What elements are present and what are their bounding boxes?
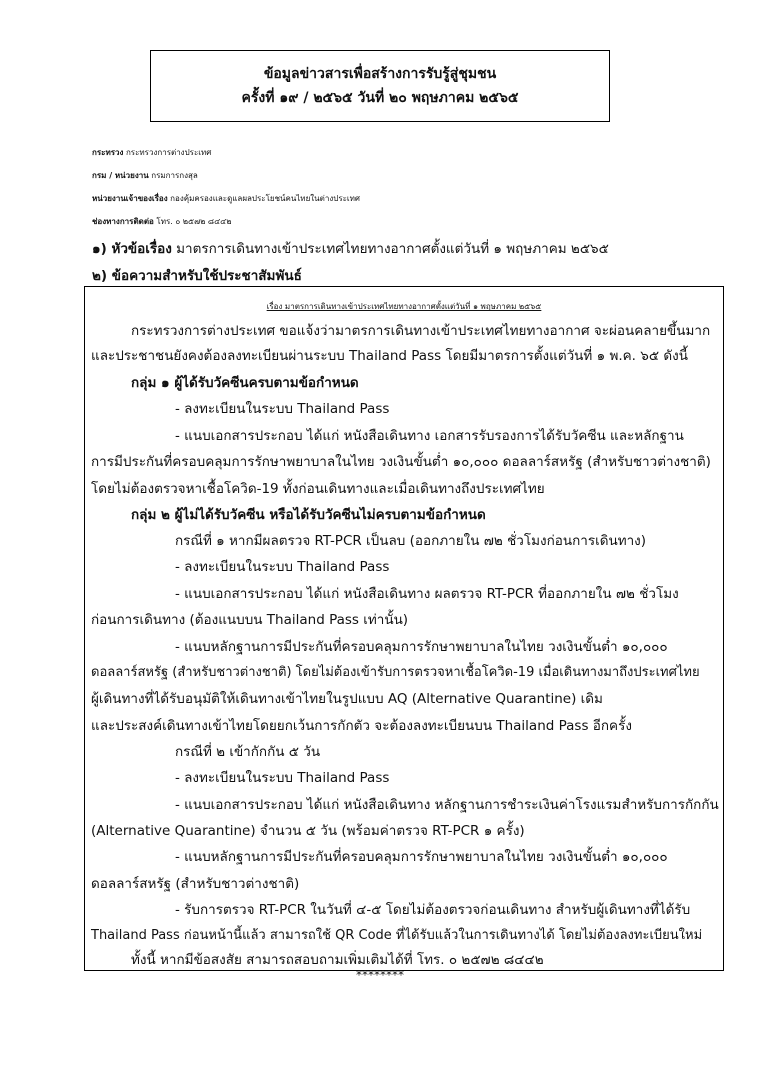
department-label: กรม / หน่วยงาน [92, 171, 149, 180]
case-1-docs-line-1: - แนบเอกสารประกอบ ได้แก่ หนังสือเดินทาง ผลตรวจ RT-PCR ที่ออกภายใน ๗๒ ชั่วโมง [175, 586, 679, 602]
case-1-title: กรณีที่ ๑ หากมีผลตรวจ RT-PCR เป็นลบ (ออกภายใน ๗๒ ชั่วโมงก่อนการเดินทาง) [175, 533, 647, 549]
owner-value: กองคุ้มครองและดูแลผลประโยชน์คนไทยในต่างประเทศ [170, 194, 360, 203]
group-2-title: กลุ่ม ๒ ผู้ไม่ได้รับวัคซีน หรือได้รับวัคซีนไม่ครบตามข้อกำหนด [131, 507, 486, 523]
case-1-insurance-line-4: และประสงค์เดินทางเข้าไทยโดยยกเว้นการกักตัว จะต้องลงทะเบียนบน Thailand Pass อีกครั้ง [91, 718, 632, 734]
group-1-title: กลุ่ม ๑ ผู้ได้รับวัคซีนครบตามข้อกำหนด [131, 375, 359, 391]
end-mark: ******** [356, 968, 404, 982]
case-1-docs-line-2: ก่อนการเดินทาง (ต้องแนบบน Thailand Pass เท่านั้น) [91, 612, 409, 628]
pr-heading: ๒) ข้อความสำหรับใช้ประชาสัมพันธ์ [92, 268, 302, 284]
topic-value: มาตรการเดินทางเข้าประเทศไทยทางอากาศตั้งแต่วันที่ ๑ พฤษภาคม ๒๕๖๕ [176, 241, 609, 257]
department-row [92, 164, 712, 187]
case-2-insurance-line-2: ดอลลาร์สหรัฐ (สำหรับชาวต่างชาติ) [91, 876, 300, 892]
case-1-insurance-line-2: ดอลลาร์สหรัฐ (สำหรับชาวต่างชาติ) โดยไม่ต้องเข้ารับการตรวจหาเชื้อโควิด-19 เมื่อเดินทางมาถึงประเทศไทย [91, 665, 700, 680]
closing-line: ทั้งนี้ หากมีข้อสงสัย สามารถสอบถามเพิ่มเติมได้ที่ โทร. ๐ ๒๕๗๒ ๘๔๔๒ [131, 952, 544, 968]
case-1-insurance-line-3: ผู้เดินทางที่ได้รับอนุมัติให้เดินทางเข้าไทยในรูปแบบ AQ (Alternative Quarantine) เดิม [91, 691, 603, 707]
owner-row [92, 187, 712, 210]
group-1-register: - ลงทะเบียนในระบบ Thailand Pass [175, 401, 390, 417]
contact-row [92, 210, 712, 233]
group-1-docs-line-1: - แนบเอกสารประกอบ ได้แก่ หนังสือเดินทาง เอกสารรับรองการได้รับวัคซีน และหลักฐาน [175, 428, 684, 444]
document-meta [92, 141, 712, 233]
contact-label: ช่องทางการติดต่อ [92, 217, 154, 226]
topic-row [92, 237, 732, 259]
intro-line-2: และประชาชนยังคงต้องลงทะเบียนผ่านระบบ Thailand Pass โดยมีมาตรการตั้งแต่วันที่ ๑ พ.ค. ๖๕ ดังนี้ [91, 348, 688, 364]
owner-label: หน่วยงานเจ้าของเรื่อง [92, 194, 168, 203]
contact-value: โทร. ๐ ๒๕๗๒ ๘๔๔๒ [156, 217, 232, 226]
topic-label: ๑) หัวข้อเรื่อง [92, 241, 172, 257]
ministry-row [92, 141, 712, 164]
group-1-docs-line-3: โดยไม่ต้องตรวจหาเชื้อโควิด-19 ทั้งก่อนเดินทางและเมื่อเดินทางถึงประเทศไทย [91, 481, 545, 497]
case-2-docs-line-1: - แนบเอกสารประกอบ ได้แก่ หนังสือเดินทาง หลักฐานการชำระเงินค่าโรงแรมสำหรับการกักกัน [175, 797, 719, 813]
department-value: กรมการกงสุล [151, 171, 198, 180]
case-2-test-line-2: Thailand Pass ก่อนหน้านี้แล้ว สามารถใช้ QR Code ที่ได้รับแล้วในการเดินทางได้ โดยไม่ต้องลงทะเบียนใหม่ [91, 928, 703, 943]
group-1-docs-line-2: การมีประกันที่ครอบคลุมการรักษาพยาบาลในไทย วงเงินขั้นต่ำ ๑๐,๐๐๐ ดอลลาร์สหรัฐ (สำหรับชาวต่างชาติ) [91, 454, 711, 470]
case-2-register: - ลงทะเบียนในระบบ Thailand Pass [175, 770, 390, 786]
case-2-docs-line-2: (Alternative Quarantine) จำนวน ๕ วัน (พร้อมค่าตรวจ RT-PCR ๑ ครั้ง) [91, 823, 525, 839]
header-issue-date: ครั้งที่ ๑๙ / ๒๕๖๕ วันที่ ๒๐ พฤษภาคม ๒๕๖๕ [241, 90, 519, 106]
subject-line: เรื่อง มาตรการเดินทางเข้าประเทศไทยทางอากาศตั้งแต่วันที่ ๑ พฤษภาคม ๒๕๖๕ [266, 302, 542, 311]
case-2-test-line-1: - รับการตรวจ RT-PCR ในวันที่ ๔-๕ โดยไม่ต้องตรวจก่อนเดินทาง สำหรับผู้เดินทางที่ได้รับ [175, 902, 691, 918]
case-1-register: - ลงทะเบียนในระบบ Thailand Pass [175, 559, 390, 575]
case-2-title: กรณีที่ ๒ เข้ากักกัน ๕ วัน [175, 744, 321, 760]
intro-line-1: กระทรวงการต่างประเทศ ขอแจ้งว่ามาตรการเดินทางเข้าประเทศไทยทางอากาศ จะผ่อนคลายขึ้นมาก [131, 323, 711, 339]
pr-heading-row [92, 264, 732, 286]
header-title: ข้อมูลข่าวสารเพื่อสร้างการรับรู้สู่ชุมชน [263, 66, 497, 82]
document-header-box [150, 50, 610, 122]
case-2-insurance-line-1: - แนบหลักฐานการมีประกันที่ครอบคลุมการรักษาพยาบาลในไทย วงเงินขั้นต่ำ ๑๐,๐๐๐ [175, 849, 668, 865]
pr-content-box [84, 286, 724, 971]
case-1-insurance-line-1: - แนบหลักฐานการมีประกันที่ครอบคลุมการรักษาพยาบาลในไทย วงเงินขั้นต่ำ ๑๐,๐๐๐ [175, 639, 668, 655]
ministry-label: กระทรวง [92, 148, 124, 157]
ministry-value: กระทรวงการต่างประเทศ [125, 148, 212, 157]
